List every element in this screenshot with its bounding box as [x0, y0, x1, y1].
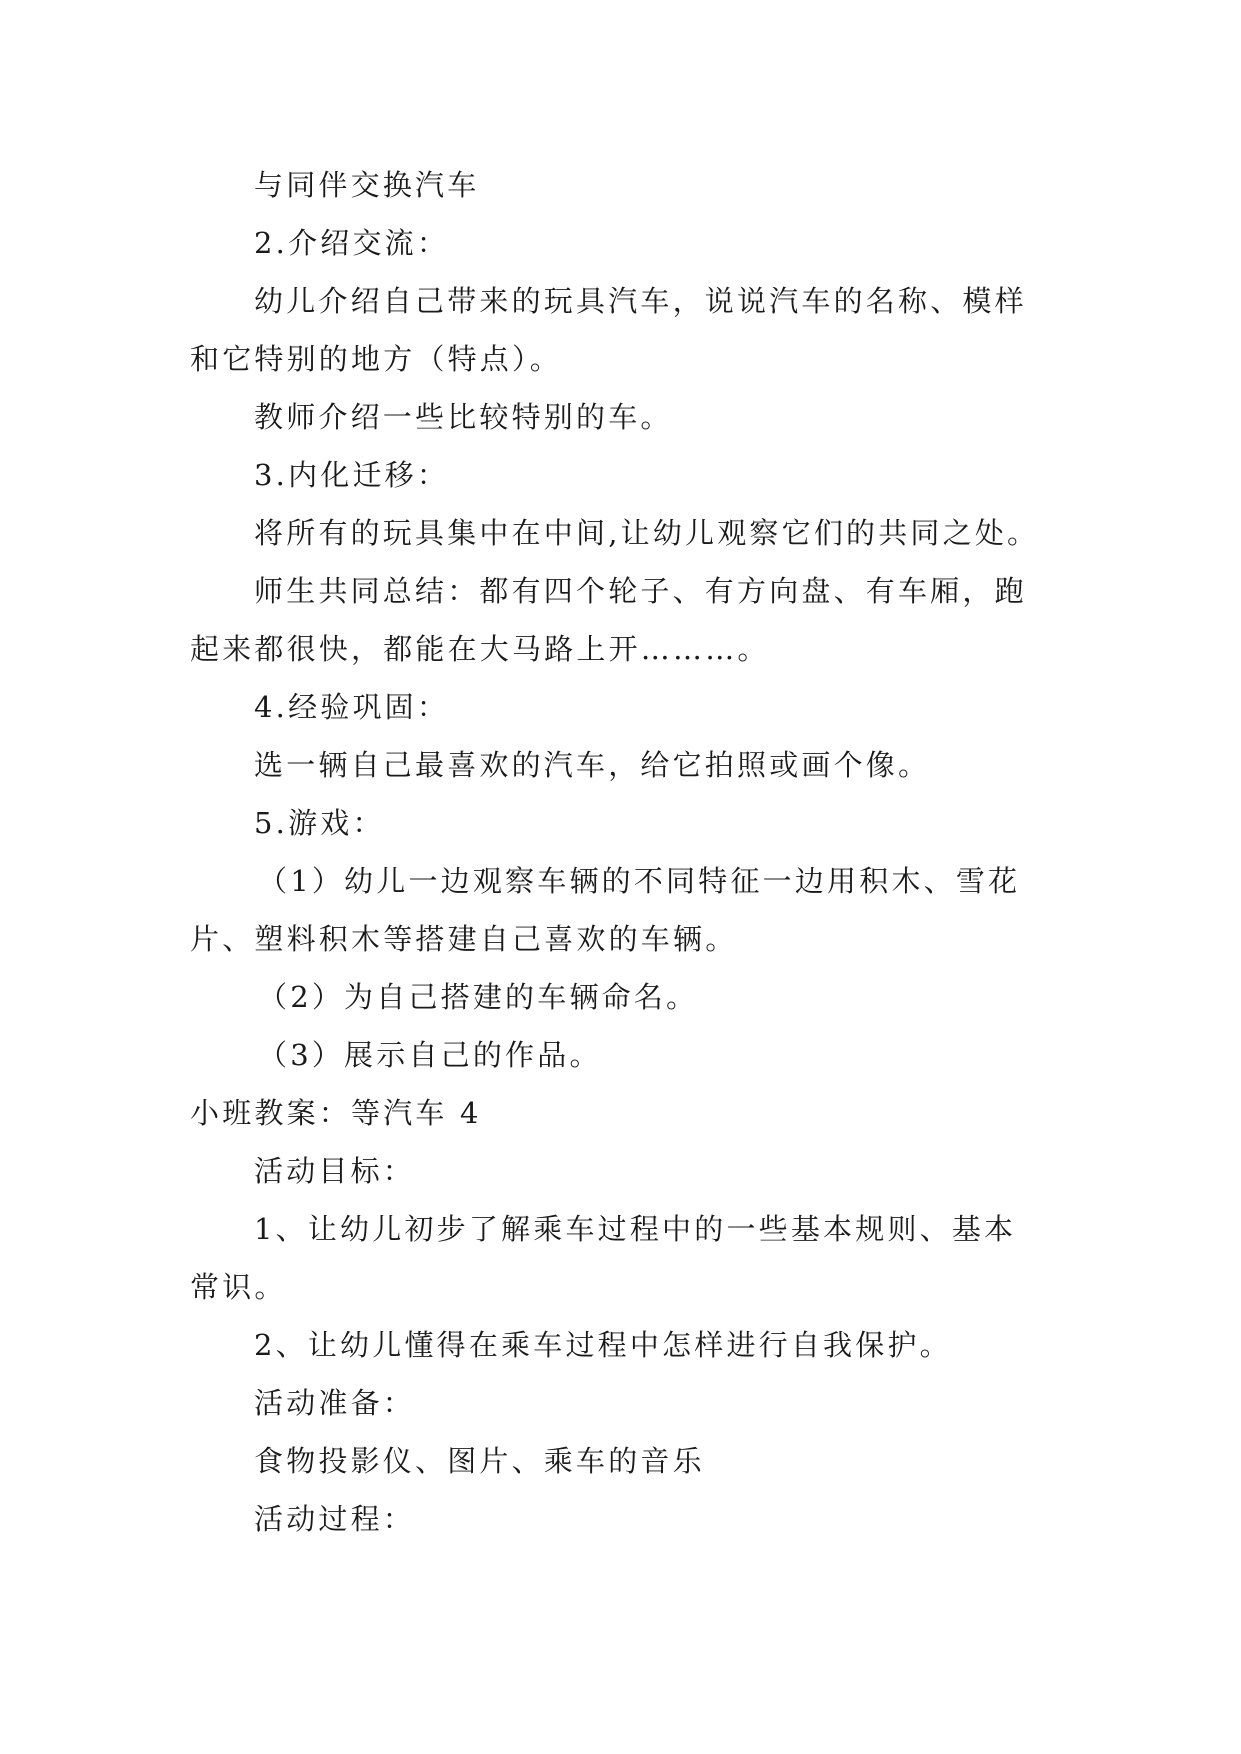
- paragraph-line: 常识。: [190, 1270, 287, 1304]
- paragraph-line: 2、让幼儿懂得在乘车过程中怎样进行自我保护。: [254, 1328, 952, 1362]
- paragraph-line: 1、让幼儿初步了解乘车过程中的一些基本规则、基本: [254, 1212, 1017, 1246]
- paragraph-line: 起来都很快，都能在大马路上开………。: [190, 632, 770, 666]
- section-heading: 2.介绍交流：: [254, 226, 450, 260]
- section-heading: 活动准备：: [254, 1386, 416, 1420]
- paragraph-line: 将所有的玩具集中在中间,让幼儿观察它们的共同之处。: [254, 516, 1040, 550]
- paragraph-line: 片、塑料积木等搭建自己喜欢的车辆。: [190, 922, 738, 956]
- list-item: （1）幼儿一边观察车辆的不同特征一边用积木、雪花: [258, 864, 1021, 898]
- section-heading: 3.内化迁移：: [254, 458, 450, 492]
- list-item: （3）展示自己的作品。: [258, 1038, 602, 1072]
- paragraph-line: 食物投影仪、图片、乘车的音乐: [254, 1444, 705, 1478]
- section-heading: 活动目标：: [254, 1154, 416, 1188]
- paragraph-line: 选一辆自己最喜欢的汽车，给它拍照或画个像。: [254, 748, 931, 782]
- paragraph-line: 教师介绍一些比较特别的车。: [254, 400, 673, 434]
- list-item: （2）为自己搭建的车辆命名。: [258, 980, 699, 1014]
- lesson-title: 小班教案：等汽车 4: [190, 1096, 482, 1130]
- paragraph-line: 幼儿介绍自己带来的玩具汽车，说说汽车的名称、模样: [254, 284, 1027, 318]
- paragraph-line: 师生共同总结：都有四个轮子、有方向盘、有车厢，跑: [254, 574, 1027, 608]
- paragraph-line: 和它特别的地方（特点）。: [190, 342, 562, 376]
- section-heading: 活动过程：: [254, 1502, 416, 1536]
- section-heading: 5.游戏：: [254, 806, 385, 840]
- section-heading: 4.经验巩固：: [254, 690, 450, 724]
- paragraph-line: 与同伴交换汽车: [254, 168, 480, 202]
